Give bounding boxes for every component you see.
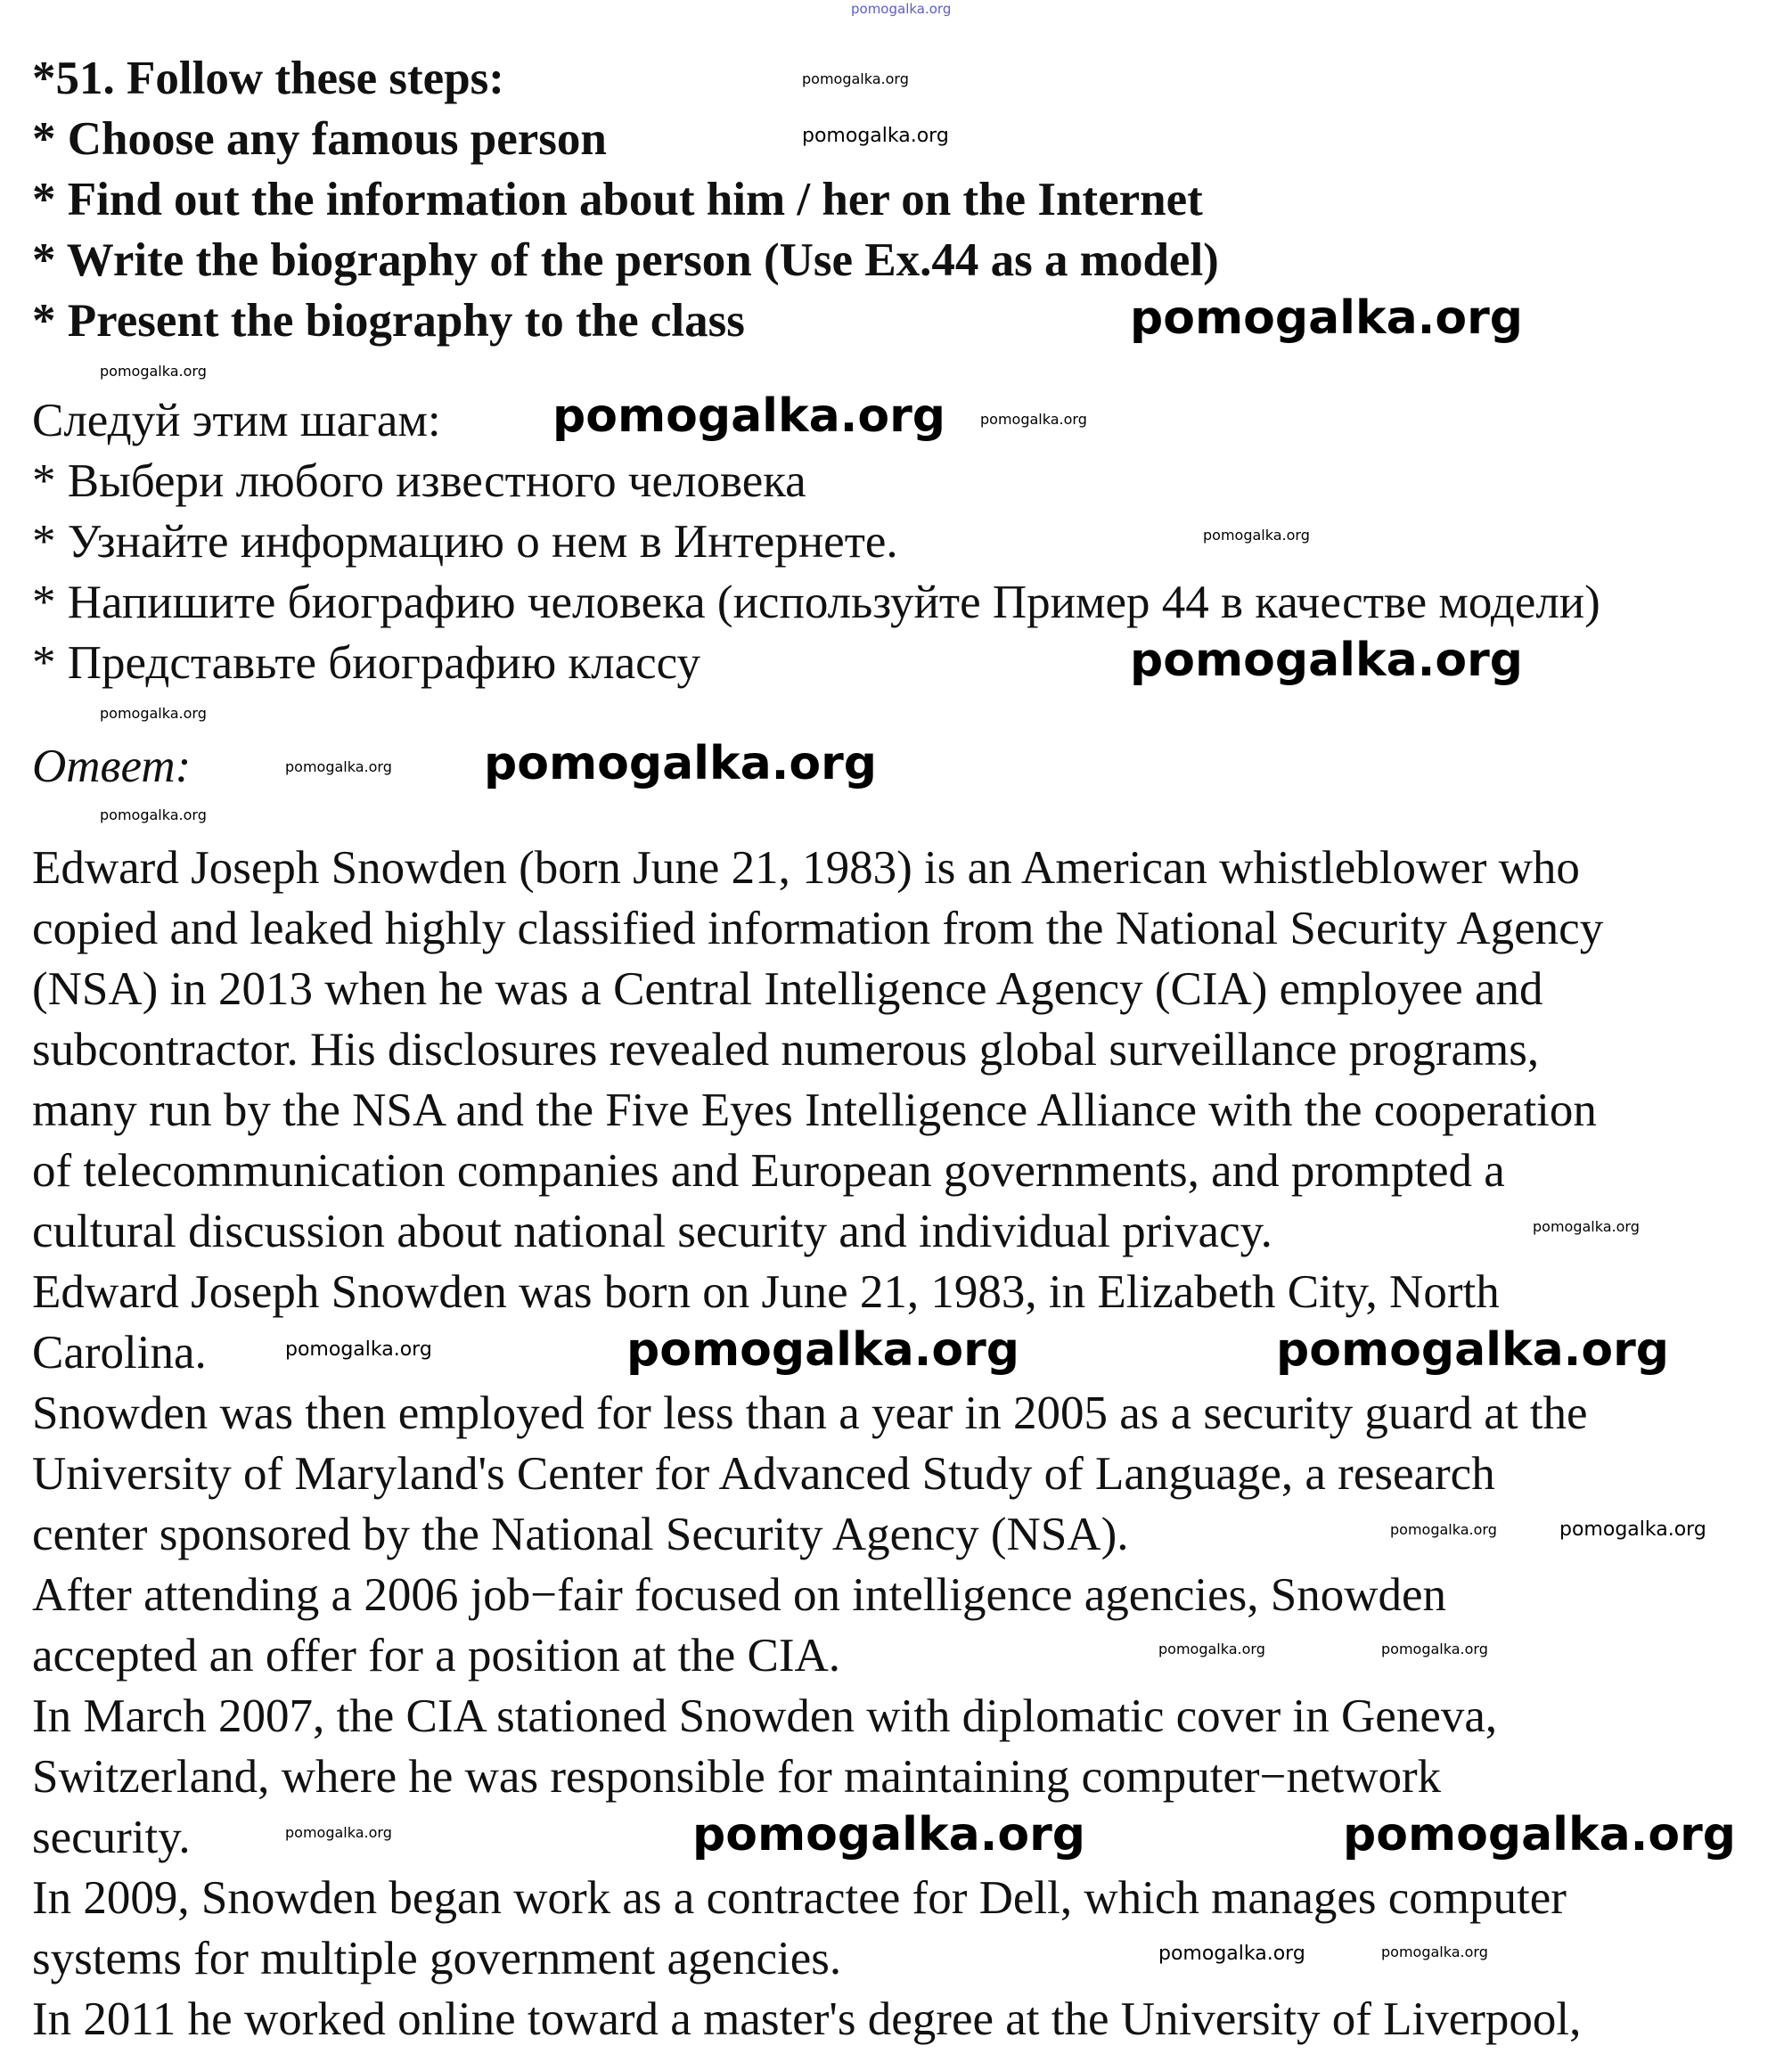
watermark: pomogalka.org [851, 1, 952, 17]
watermark: pomogalka.org [100, 705, 207, 722]
watermark: pomogalka.org [1158, 1943, 1305, 1965]
answer-line: copied and leaked highly classified information from the National Security Agency [32, 903, 1604, 954]
watermark: pomogalka.org [1390, 1521, 1497, 1538]
heading-line: * Present the biography to the class [32, 295, 745, 347]
answer-line: center sponsored by the National Security Agency (NSA). [32, 1509, 1129, 1560]
watermark: pomogalka.org [100, 806, 207, 823]
answer-line: In 2009, Snowden began work as a contractee for Dell, which manages computer [32, 1872, 1567, 1924]
watermark: pomogalka.org [285, 1824, 392, 1841]
answer-line: security. [32, 1812, 191, 1863]
heading-line: * Write the biography of the person (Use Ex.44 as a model) [32, 234, 1219, 286]
answer-line: systems for multiple government agencies. [32, 1933, 842, 1984]
answer-line: Edward Joseph Snowden (born June 21, 1983) is an American whistleblower who [32, 842, 1580, 894]
translation-line: * Выбери любого известного человека [32, 455, 806, 507]
answer-line: subcontractor. His disclosures revealed numerous global surveillance programs, [32, 1024, 1540, 1076]
answer-line: of telecommunication companies and European governments, and prompted a [32, 1145, 1505, 1197]
watermark: pomogalka.org [626, 1323, 1020, 1377]
answer-label: Ответ: [32, 741, 192, 792]
watermark: pomogalka.org [484, 737, 878, 790]
watermark: pomogalka.org [100, 363, 207, 380]
answer-text [32, 838, 1783, 2050]
answer-line: Snowden was then employed for less than a year in 2005 as a security guard at the [32, 1387, 1588, 1439]
translation-line: * Представьте биографию классу [32, 637, 700, 689]
answer-line: Switzerland, where he was responsible for maintaining computer−network [32, 1751, 1442, 1803]
watermark: pomogalka.org [1381, 1943, 1488, 1960]
answer-line: many run by the NSA and the Five Eyes Intelligence Alliance with the cooperation [32, 1084, 1597, 1136]
watermark: pomogalka.org [1203, 527, 1310, 544]
watermark: pomogalka.org [1130, 634, 1524, 687]
answer-line: Edward Joseph Snowden was born on June 21, 1983, in Elizabeth City, North [32, 1266, 1500, 1318]
translation-line: Следуй этим шагам: [32, 395, 441, 446]
watermark: pomogalka.org [692, 1808, 1086, 1862]
watermark: pomogalka.org [802, 125, 949, 147]
watermark: pomogalka.org [285, 758, 392, 775]
heading-line: * Find out the information about him / her on the Internet [32, 174, 1203, 225]
watermark: pomogalka.org [552, 389, 946, 443]
answer-line: cultural discussion about national security and individual privacy. [32, 1206, 1272, 1257]
watermark: pomogalka.org [1158, 1641, 1265, 1657]
heading-line: * Choose any famous person [32, 113, 607, 165]
translation-line: * Напишите биографию человека (используйте Пример 44 в качестве модели) [32, 577, 1600, 628]
answer-line: Carolina. [32, 1327, 207, 1379]
answer-line: After attending a 2006 job−fair focused on intelligence agencies, Snowden [32, 1569, 1446, 1621]
answer-line: University of Maryland's Center for Advanced Study of Language, a research [32, 1448, 1495, 1500]
watermark: pomogalka.org [1533, 1218, 1640, 1235]
answer-line: accepted an offer for a position at the CIA. [32, 1630, 841, 1682]
watermark: pomogalka.org [980, 411, 1087, 428]
watermark: pomogalka.org [1276, 1323, 1670, 1377]
watermark: pomogalka.org [1559, 1518, 1706, 1541]
watermark: pomogalka.org [1343, 1808, 1737, 1862]
watermark: pomogalka.org [1381, 1641, 1488, 1657]
answer-label-block [32, 736, 191, 797]
answer-line: (NSA) in 2013 when he was a Central Intelligence Agency (CIA) employee and [32, 963, 1543, 1015]
watermark: pomogalka.org [1130, 291, 1524, 345]
translation-line: * Узнайте информацию о нем в Интернете. [32, 516, 898, 568]
answer-line: In March 2007, the CIA stationed Snowden with diplomatic cover in Geneva, [32, 1690, 1498, 1742]
answer-line: In 2011 he worked online toward a master's degree at the University of Liverpool, [32, 1993, 1582, 2045]
heading-line: *51. Follow these steps: [32, 53, 504, 104]
watermark: pomogalka.org [285, 1338, 432, 1361]
watermark: pomogalka.org [802, 70, 909, 87]
